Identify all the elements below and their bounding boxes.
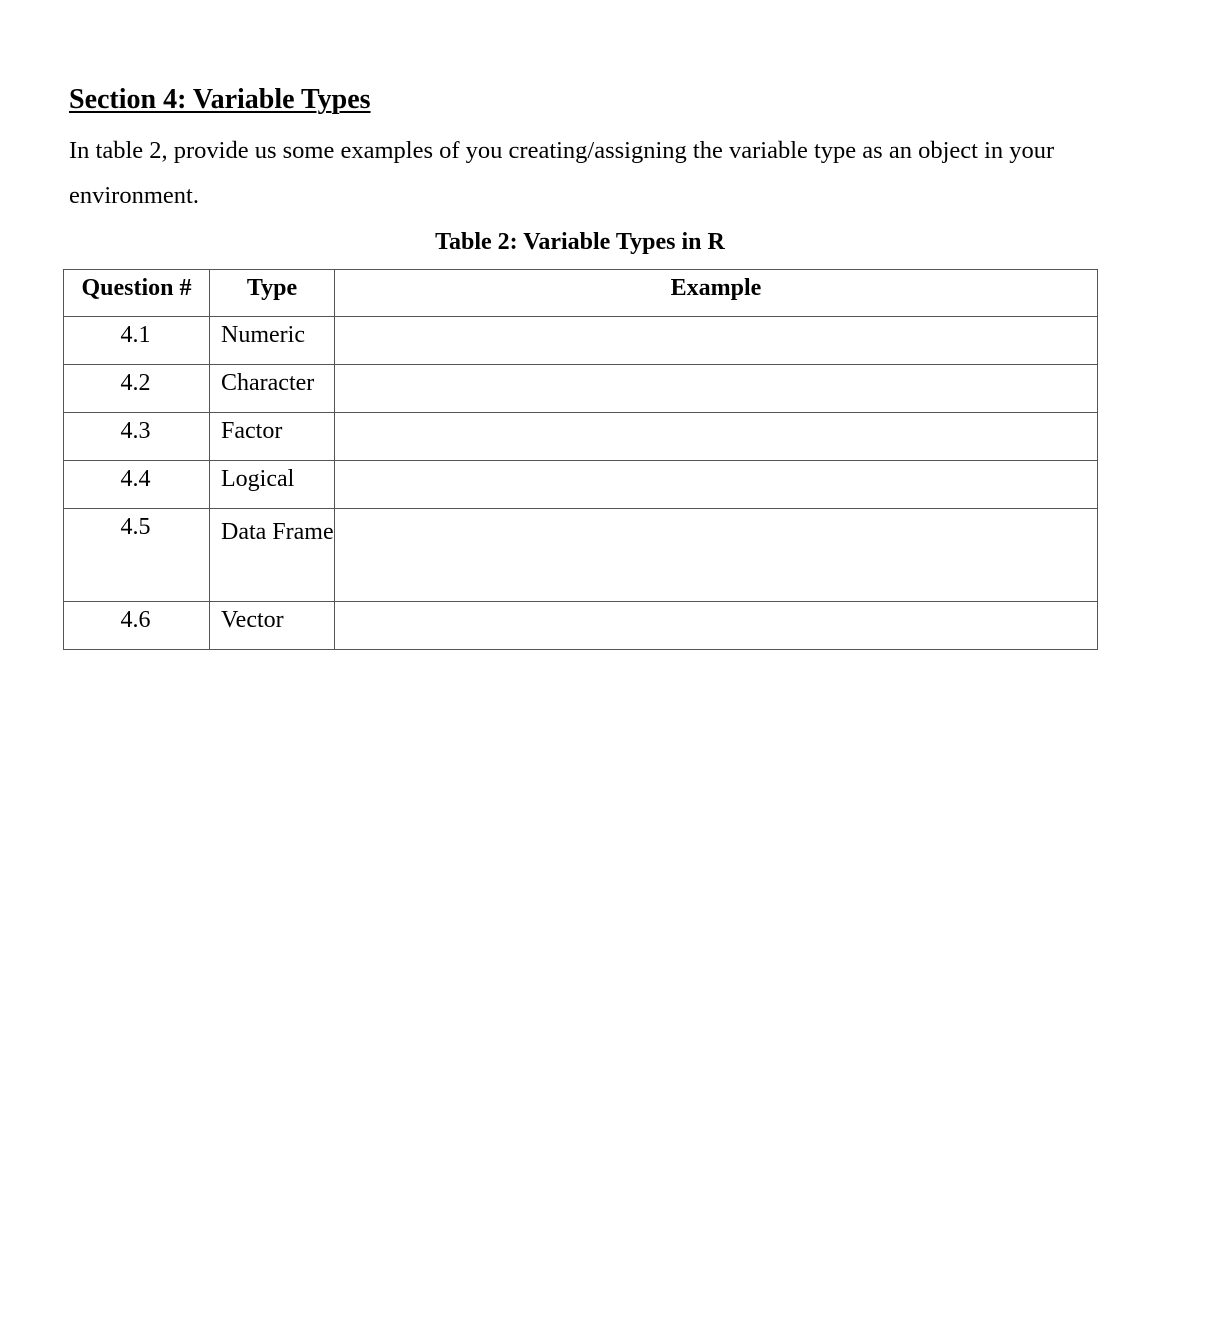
variable-types-table [63, 269, 1098, 650]
question-number-cell: 4.1 [64, 317, 210, 365]
type-cell: Numeric [210, 317, 335, 365]
example-cell[interactable] [335, 602, 1098, 650]
example-cell[interactable] [335, 509, 1098, 602]
table-row [64, 365, 1098, 413]
table-row [64, 317, 1098, 365]
header-type: Type [210, 270, 335, 317]
question-number-cell: 4.5 [64, 509, 210, 602]
header-question: Question # [64, 270, 210, 317]
type-cell: Character [210, 365, 335, 413]
example-cell[interactable] [335, 317, 1098, 365]
question-number-cell: 4.3 [64, 413, 210, 461]
intro-paragraph: In table 2, provide us some examples of you creating/assigning the variable type as an object in your environment. [69, 137, 1055, 209]
example-cell[interactable] [335, 365, 1098, 413]
table-caption: Table 2: Variable Types in R [435, 229, 725, 255]
table-row [64, 602, 1098, 650]
question-number-cell: 4.4 [64, 461, 210, 509]
question-number-cell: 4.6 [64, 602, 210, 650]
example-cell[interactable] [335, 461, 1098, 509]
question-number-cell: 4.2 [64, 365, 210, 413]
example-cell[interactable] [335, 413, 1098, 461]
table-row [64, 461, 1098, 509]
type-cell: Vector [210, 602, 335, 650]
section-heading: Section 4: Variable Types [69, 84, 371, 115]
table-row [64, 509, 1098, 602]
table-header-row [64, 270, 1098, 317]
type-cell: Logical [210, 461, 335, 509]
type-cell: Data Frame [210, 509, 335, 602]
header-example: Example [335, 270, 1098, 317]
type-cell: Factor [210, 413, 335, 461]
table-row [64, 413, 1098, 461]
